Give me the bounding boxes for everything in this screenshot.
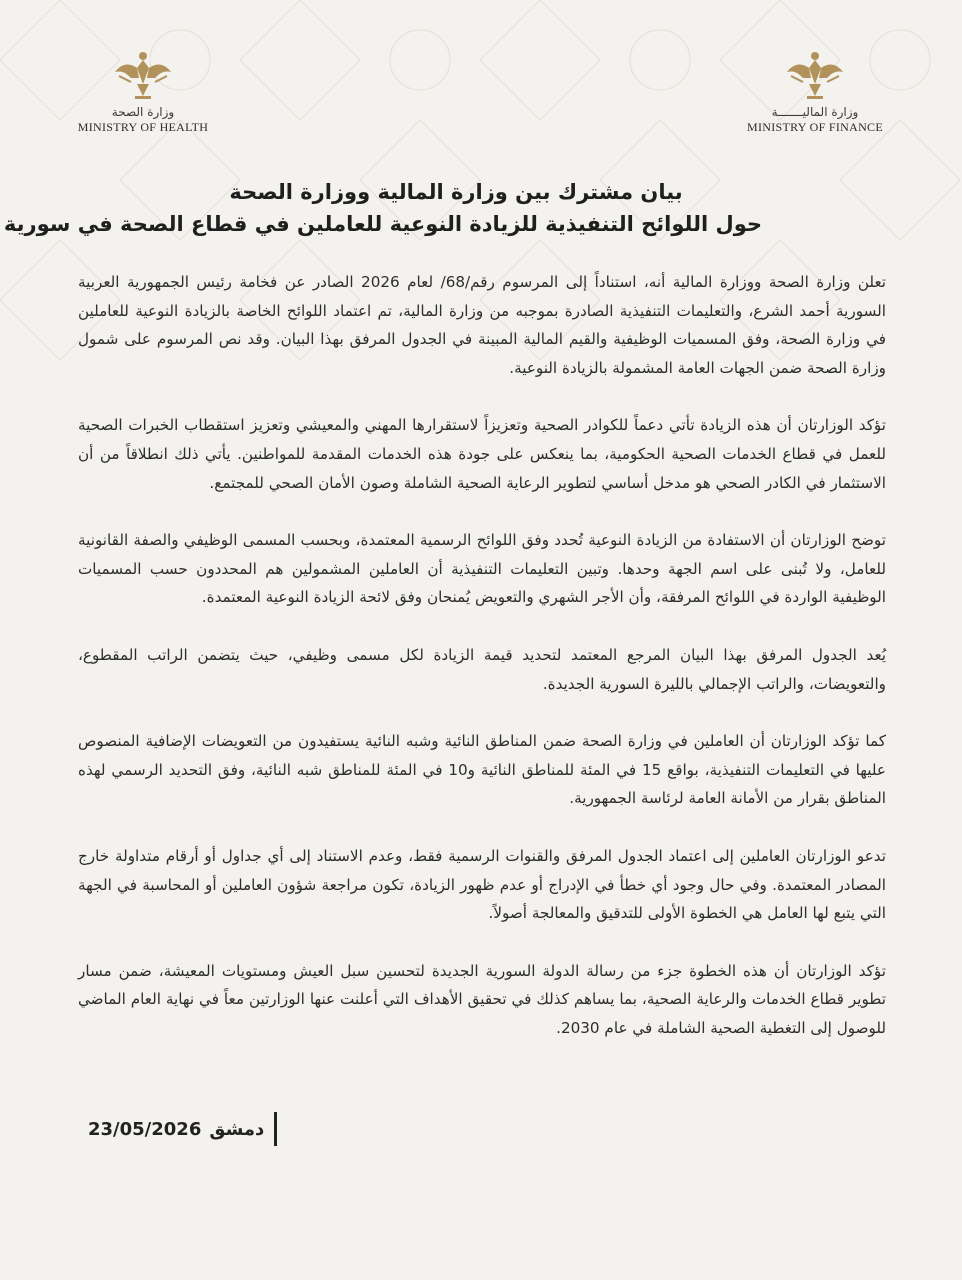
signature-divider: [274, 1112, 277, 1146]
paragraph: تدعو الوزارتان العاملين إلى اعتماد الجدول المرفق والقنوات الرسمية فقط، وعدم الاستناد إلى أي جداول أو أرقام متداولة خارج المصادر المعتمدة. وفي حال وجود أي خطأ في الإدراج أو عدم ظهور الزيادة، تكون مراجعة شؤون العاملين أو المحاسبة في الجهة التي يتبع لها العامل هي الخطوة الأولى للتدقيق والمعالجة أصولاً.: [78, 846, 886, 923]
eagle-emblem-icon: [785, 48, 845, 102]
paragraph: يُعد الجدول المرفق بهذا البيان المرجع المعتمد لتحديد قيمة الزيادة لكل مسمى وظيفي، حيث يتضمن الراتب المقطوع، والتعويضات، والراتب الإجمالي بالليرة السورية الجديدة.: [78, 645, 886, 693]
statement-title: [3, 176, 762, 240]
statement-body: [78, 268, 886, 1071]
paragraph: كما تؤكد الوزارتان أن العاملين في وزارة الصحة ضمن المناطق النائية وشبه النائية يستفيدون من التعويضات الإضافية المنصوص عليها في التعليمات التنفيذية، بواقع 15 في المئة للمناطق النائية و10 في المئة للمناطق شبه النائية، وفق التحديد الرسمي لهذه المناطق بقرار من الأمانة العامة لرئاسة الجمهورية.: [78, 732, 886, 808]
ministry-of-finance-logo: [730, 48, 900, 134]
paragraph: تؤكد الوزارتان أن هذه الخطوة جزء من رسالة الدولة السورية الجديدة لتحسين سبل العيش ومستويات المعيشة، ضمن مسار تطوير قطاع الخدمات والرعاية الصحية، بما يساهم كذلك في تحقيق الأهداف التي أعلنت عنها الوزارتين معاً في نهاية العام الماضي للوصول إلى التغطية الصحية الشاملة في عام 2030.: [78, 961, 886, 1037]
signature-city: دمشق: [209, 1118, 265, 1140]
paragraph: تؤكد الوزارتان أن هذه الزيادة تأتي دعماً للكوادر الصحية وتعزيزاً لاستقرارها المهني والمعيشي وتعزيز استقطاب الخبرات الصحية للعمل في قطاع الخدمات الصحية الحكومية، بما ينعكس على جودة هذه الخدمات المقدمة للمواطنين. يأتي ذلك انطلاقاً من أن الاستثمار في الكادر الصحي هو مدخل أساسي لتطوير الرعاية الصحية الشاملة وصون الأمان الصحي للمجتمع.: [78, 416, 886, 492]
finance-name-english: MINISTRY OF FINANCE: [747, 120, 883, 134]
ministry-of-health-logo: [58, 48, 228, 134]
paragraph: تعلن وزارة الصحة ووزارة المالية أنه، استناداً إلى المرسوم رقم/68/ لعام 2026 الصادر عن فخامة رئيس الجمهورية العربية السورية أحمد الشرع، والتعليمات التنفيذية الصادرة بموجبه من وزارة المالية، تم اعتماد اللوائح الخاصة بالزيادة النوعية للعاملين في وزارة الصحة، وفق المسميات الوظيفية والقيم المالية المبينة في الجدول المرفق بهذا البيان. وقد نص المرسوم على شمول وزارة الصحة ضمن الجهات العامة المشمولة بالزيادة النوعية.: [78, 273, 887, 377]
title-line-2: حول اللوائح التنفيذية للزيادة النوعية للعاملين في قطاع الصحة في سورية: [3, 212, 762, 236]
eagle-emblem-icon: [113, 48, 173, 102]
health-name-arabic: وزارة الصحة: [111, 105, 175, 119]
signature-block: [88, 1112, 277, 1146]
paragraph: توضح الوزارتان أن الاستفادة من الزيادة النوعية تُحدد وفق اللوائح الرسمية المعتمدة، وبحسب المسمى الوظيفي والصفة القانونية للعامل، ولا تُبنى على اسم الجهة وحدها. وتبين التعليمات التنفيذية أن العاملين المشمولين هم المحددون حسب المسميات الوظيفية الواردة في اللوائح المرفقة، وأن الأجر الشهري والتعويض يُمنحان وفق لائحة الزيادة النوعية المعتمدة.: [78, 531, 886, 607]
signature-date: 23/05/2026: [88, 1118, 202, 1140]
finance-name-arabic: وزارة الماليـــــــة: [771, 105, 859, 119]
health-name-english: MINISTRY OF HEALTH: [77, 120, 209, 134]
title-line-1: بيان مشترك بين وزارة المالية ووزارة الصحة: [229, 180, 683, 204]
